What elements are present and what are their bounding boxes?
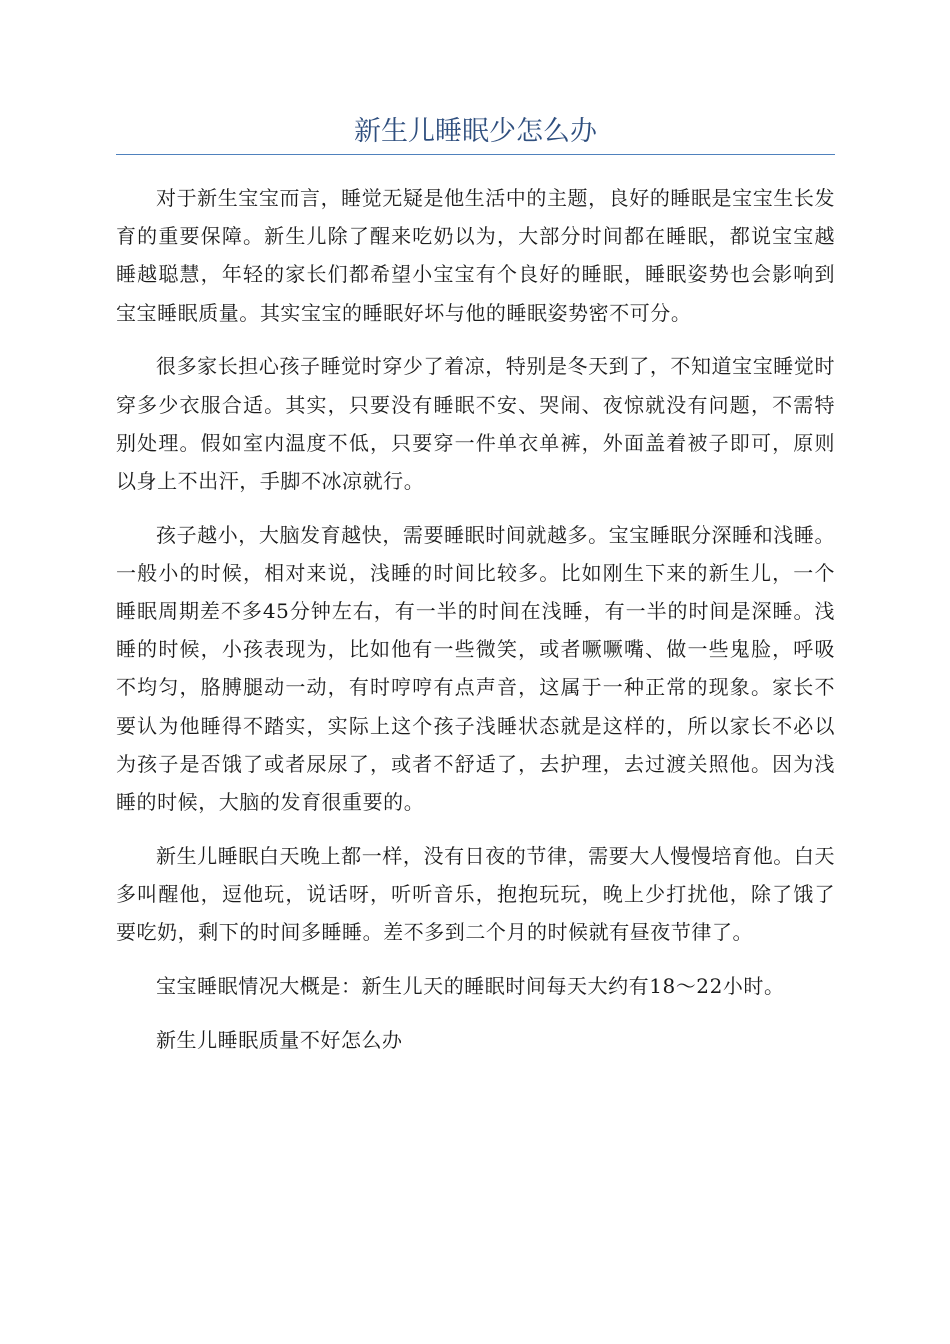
- document-title: 新生儿睡眠少怎么办: [354, 116, 597, 147]
- paragraph-5: 宝宝睡眠情况大概是：新生儿天的睡眠时间每天大约有18～22小时。: [156, 973, 785, 998]
- paragraph-4: 新生儿睡眠白天晚上都一样，没有日夜的节律，需要大人慢慢培育他。白天多叫醒他，逗他玩，说话呀，听听音乐，抱抱玩玩，晚上少打扰他，除了饿了要吃奶，剩下的时间多睡睡。差不多到二个月的时候就有昼夜节律了。: [116, 843, 835, 945]
- title-underline: [116, 154, 835, 155]
- document-page: [116, 112, 835, 1074]
- section-heading: 新生儿睡眠质量不好怎么办: [156, 1027, 403, 1052]
- paragraph-2: 很多家长担心孩子睡觉时穿少了着凉，特别是冬天到了，不知道宝宝睡觉时穿多少衣服合适。其实，只要没有睡眠不安、哭闹、夜惊就没有问题，不需特别处理。假如室内温度不低，只要穿一件单衣单裤，外面盖着被子即可，原则以身上不出汗，手脚不冰凉就行。: [116, 354, 835, 493]
- paragraph-1: 对于新生宝宝而言，睡觉无疑是他生活中的主题，良好的睡眠是宝宝生长发育的重要保障。新生儿除了醒来吃奶以为，大部分时间都在睡眠，都说宝宝越睡越聪慧，年轻的家长们都希望小宝宝有个良好的睡眠，睡眠姿势也会影响到宝宝睡眠质量。其实宝宝的睡眠好坏与他的睡眠姿势密不可分。: [116, 186, 835, 325]
- paragraph-3: 孩子越小，大脑发育越快，需要睡眠时间就越多。宝宝睡眠分深睡和浅睡。一般小的时候，相对来说，浅睡的时间比较多。比如刚生下来的新生儿，一个睡眠周期差不多45分钟左右，有一半的时间在浅睡，有一半的时间是深睡。浅睡的时候，小孩表现为，比如他有一些微笑，或者噘噘嘴、做一些鬼脸，呼吸不均匀，胳膊腿动一动，有时哼哼有点声音，这属于一种正常的现象。家长不要认为他睡得不踏实，实际上这个孩子浅睡状态就是这样的，所以家长不必以为孩子是否饿了或者尿尿了，或者不舒适了，去护理，去过渡关照他。因为浅睡的时候，大脑的发育很重要的。: [116, 522, 835, 815]
